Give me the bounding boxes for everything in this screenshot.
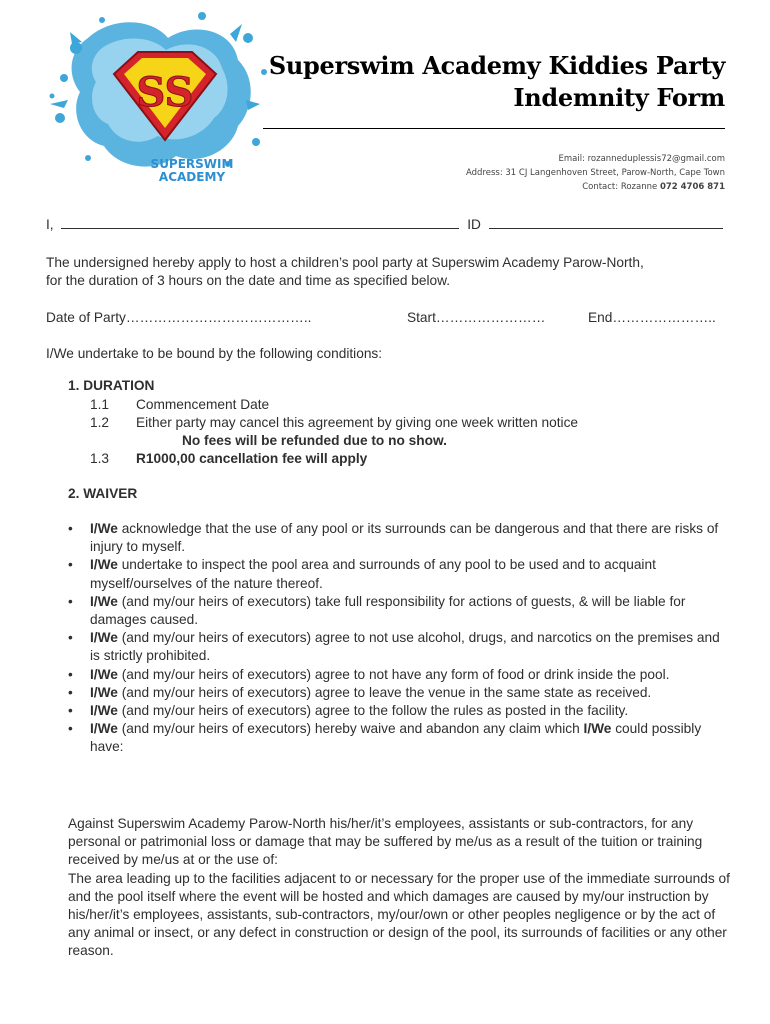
waiver-lead: I/We xyxy=(90,666,118,682)
waiver-text: (and my/our heirs of executors) agree to not have any form of food or drink inside the pool. xyxy=(117,666,670,682)
list-item xyxy=(66,702,726,720)
intro-line-1: The undersigned hereby apply to host a children’s pool party at Superswim Academy Parow-North, xyxy=(46,255,644,270)
logo-text-superswim: SUPERSWIM xyxy=(150,157,234,171)
start-time-field[interactable]: Start…………………… xyxy=(407,310,546,325)
title-divider xyxy=(263,128,725,129)
superswim-academy-logo xyxy=(42,8,278,186)
waiver-text: undertake to inspect the pool area and surrounds of any pool to be used and to acquaint myself/ourselves of the nature thereof. xyxy=(90,557,656,591)
waiver-text: (and my/our heirs of executors) agree to leave the venue in the same state as received. xyxy=(117,684,652,700)
name-id-row xyxy=(46,216,723,234)
waiver-lead: I/We xyxy=(90,703,118,719)
waiver-list xyxy=(66,520,726,757)
superman-splash-logo-icon xyxy=(42,8,278,186)
waiver-text: acknowledge that the use of any pool or its surrounds can be dangerous and that there are risks of injury to myself. xyxy=(90,521,719,555)
list-item xyxy=(66,520,726,556)
end-time-field[interactable]: End………………….. xyxy=(588,310,716,325)
waiver-lead: I/We xyxy=(90,557,118,573)
emblem-letters: SS xyxy=(136,69,194,116)
contact-phone: 072 4706 871 xyxy=(659,182,725,192)
conditions-intro: I/We undertake to be bound by the following conditions: xyxy=(46,346,383,361)
bullet-icon: • xyxy=(68,557,73,573)
item-number: 1.3 xyxy=(90,451,110,466)
contact-email: Email: rozanneduplessis72@gmail.com xyxy=(558,154,725,164)
list-item xyxy=(66,593,726,629)
item-number: 1.2 xyxy=(90,415,110,430)
logo-text-academy: ACADEMY xyxy=(158,170,226,184)
title-line-2: Indemnity Form xyxy=(513,83,725,112)
waiver-text: (and my/our heirs of executors) take full responsibility for actions of guests, & will be liable for damages caused. xyxy=(90,593,686,628)
duration-item-1-3 xyxy=(90,450,367,468)
item-text: R1000,00 cancellation fee will apply xyxy=(136,451,368,466)
bullet-icon: • xyxy=(68,684,73,700)
date-of-party-field[interactable]: Date of Party………………………………….. xyxy=(46,310,312,325)
waiver-lead: I/We xyxy=(90,593,118,609)
id-field[interactable] xyxy=(489,216,723,229)
contact-address: Address: 31 CJ Langenhoven Street, Parow-North, Cape Town xyxy=(465,168,725,178)
list-item xyxy=(66,720,726,756)
waiver-lead-2: I/We xyxy=(583,721,612,737)
waiver-text: (and my/our heirs of executors) hereby waive and abandon any claim which xyxy=(117,721,584,737)
list-item xyxy=(66,629,726,665)
item-number: 1.1 xyxy=(90,397,110,412)
duration-item-1-1 xyxy=(90,396,269,414)
title-line-1: Superswim Academy Kiddies Party xyxy=(268,51,725,80)
closing-paragraphs xyxy=(68,815,733,961)
no-fees-notice: No fees will be refunded due to no show. xyxy=(182,433,447,448)
contact-label: Contact: Rozanne xyxy=(582,182,660,192)
bullet-icon: • xyxy=(68,630,73,646)
bullet-icon: • xyxy=(68,703,73,719)
intro-line-2: for the duration of 3 hours on the date and time as specified below. xyxy=(46,273,451,288)
item-text: Commencement Date xyxy=(136,397,270,412)
contact-person xyxy=(466,180,725,194)
item-text: Either party may cancel this agreement by giving one week written notice xyxy=(136,415,579,430)
duration-item-1-2 xyxy=(90,414,578,432)
contact-block xyxy=(466,152,725,194)
bullet-icon: • xyxy=(68,666,73,682)
bullet-icon: • xyxy=(68,721,73,737)
i-label: I, xyxy=(46,217,54,232)
name-field[interactable] xyxy=(61,216,459,229)
waiver-text: (and my/our heirs of executors) agree to the follow the rules as posted in the facility. xyxy=(117,703,629,719)
waiver-lead: I/We xyxy=(90,521,118,536)
list-item xyxy=(66,556,726,592)
waiver-tail: could possibly have: xyxy=(90,721,702,755)
waiver-lead: I/We xyxy=(90,630,118,646)
bullet-icon: • xyxy=(68,593,73,609)
list-item xyxy=(66,666,726,684)
waiver-lead: I/We xyxy=(90,721,118,737)
closing-paragraph-2: The area leading up to the facilities adjacent to or necessary for the proper use of the immediate surrounds of and the pool itself where the event will be hosted and which damages are caused by my/our instruction by his/her/it’s employees, assistants, sub-contractors, my/our/own or other peoples negligence or by the act of any animal or insect, or any defect in construction or design of the pool, its surrounds of facilities or any other reason. xyxy=(68,870,730,959)
bullet-icon: • xyxy=(68,521,73,536)
form-title xyxy=(269,50,725,114)
waiver-text: (and my/our heirs of executors) agree to not use alcohol, drugs, and narcotics on the premises and is strictly prohibited. xyxy=(90,630,720,664)
waiver-heading: 2. WAIVER xyxy=(68,486,138,501)
id-label: ID xyxy=(467,217,481,232)
waiver-lead: I/We xyxy=(90,684,118,700)
list-item xyxy=(66,684,726,702)
duration-heading: 1. DURATION xyxy=(68,378,155,393)
closing-paragraph-1: Against Superswim Academy Parow-North his/her/it’s employees, assistants or sub-contractors, for any personal or patrimonial loss or damage that may be suffered by me/us as a result of the tuition or training received by me/us at or the use of: xyxy=(68,816,703,868)
